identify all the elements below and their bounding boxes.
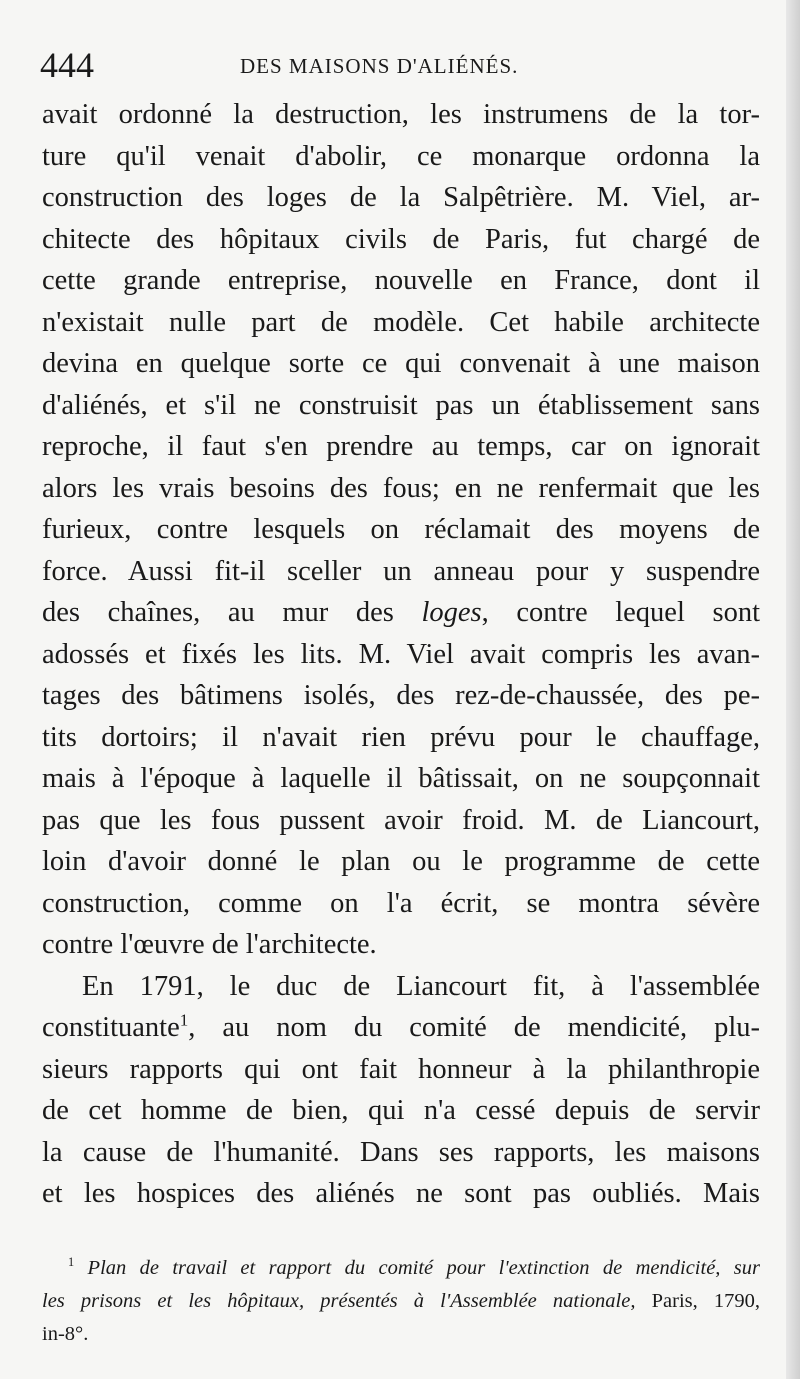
- text-line: construction, comme on l'a écrit, se montra sévère: [42, 887, 760, 919]
- text-line: furieux, contre lesquels on réclamait des moyens de: [42, 514, 760, 545]
- text-line: force. Aussi fit-il sceller un anneau pour y suspendre: [42, 555, 760, 587]
- text-line: adossés et fixés les lits. M. Viel avait compris les avan-: [42, 638, 760, 670]
- text-line: et les hospices des aliénés ne sont pas oubliés. Mais: [42, 1178, 760, 1209]
- text-line: construction des loges de la Salpêtrière. M. Viel, ar-: [42, 182, 760, 213]
- text-line: pas que les fous pussent avoir froid. M. de Liancourt,: [42, 804, 760, 836]
- text-line: sieurs rapports qui ont fait honneur à la philanthropie: [42, 1053, 760, 1085]
- footnote-marker: 1: [68, 1255, 75, 1270]
- text-segment: , contre lequel sont: [481, 597, 760, 628]
- text-segment: , au nom du comité de mendicité, plu-: [188, 1012, 760, 1043]
- text-line: n'existait nulle part de modèle. Cet habile architecte: [42, 306, 760, 338]
- text-line: de cet homme de bien, qui n'a cessé depuis de servir: [42, 1095, 760, 1126]
- running-head: DES MAISONS D'ALIÉNÉS.: [240, 54, 519, 78]
- footnote: [42, 1252, 760, 1351]
- footnote-line: [42, 1285, 760, 1318]
- body-text: [42, 94, 760, 1215]
- text-line: mais à l'époque à laquelle il bâtissait, on ne soupçonnait: [42, 763, 760, 794]
- text-line: [42, 592, 760, 634]
- text-line: chitecte des hôpitaux civils de Paris, fut chargé de: [42, 223, 760, 255]
- paragraph-1: [42, 94, 760, 966]
- paragraph-2: [42, 966, 760, 1215]
- text-segment: des chaînes, au mur des: [42, 597, 422, 628]
- text-line: la cause de l'humanité. Dans ses rapports, les maisons: [42, 1136, 760, 1168]
- text-line: tits dortoirs; il n'avait rien prévu pour le chauffage,: [42, 721, 760, 753]
- text-line: cette grande entreprise, nouvelle en France, dont il: [42, 265, 760, 296]
- text-line: loin d'avoir donné le plan ou le programme de cette: [42, 846, 760, 877]
- text-line: alors les vrais besoins des fous; en ne renfermait que les: [42, 472, 760, 504]
- italic-term: loges: [421, 597, 482, 628]
- text-line: ture qu'il venait d'abolir, ce monarque ordonna la: [42, 140, 760, 172]
- footnote-text: Plan de travail et rapport du comité pour l'extinction de mendicité, sur: [87, 1257, 760, 1279]
- page-number: 444: [40, 45, 94, 85]
- page-header: [40, 40, 760, 90]
- text-line: devina en quelque sorte ce qui convenait à une maison: [42, 348, 760, 379]
- text-line: En 1791, le duc de Liancourt fit, à l'assemblée: [82, 970, 760, 1002]
- text-line: reproche, il faut s'en prendre au temps, car on ignorait: [42, 431, 760, 462]
- text-line: tages des bâtimens isolés, des rez-de-chaussée, des pe-: [42, 680, 760, 711]
- text-line: avait ordonné la destruction, les instrumens de la tor-: [42, 99, 760, 130]
- footnote-text: les prisons et les hôpitaux, présentés à l'Assemblée nationale,: [42, 1290, 636, 1312]
- footnote-reference: 1: [179, 1010, 189, 1030]
- footnote-line: in-8°.: [42, 1323, 89, 1345]
- footnote-line: [42, 1252, 760, 1285]
- text-segment: constituante: [42, 1012, 180, 1043]
- page-edge: [786, 0, 800, 1379]
- footnote-text: Paris, 1790,: [635, 1290, 760, 1312]
- text-line: d'aliénés, et s'il ne construisit pas un établissement sans: [42, 389, 760, 421]
- text-line: contre l'œuvre de l'architecte.: [42, 929, 377, 960]
- text-line: [42, 1007, 760, 1049]
